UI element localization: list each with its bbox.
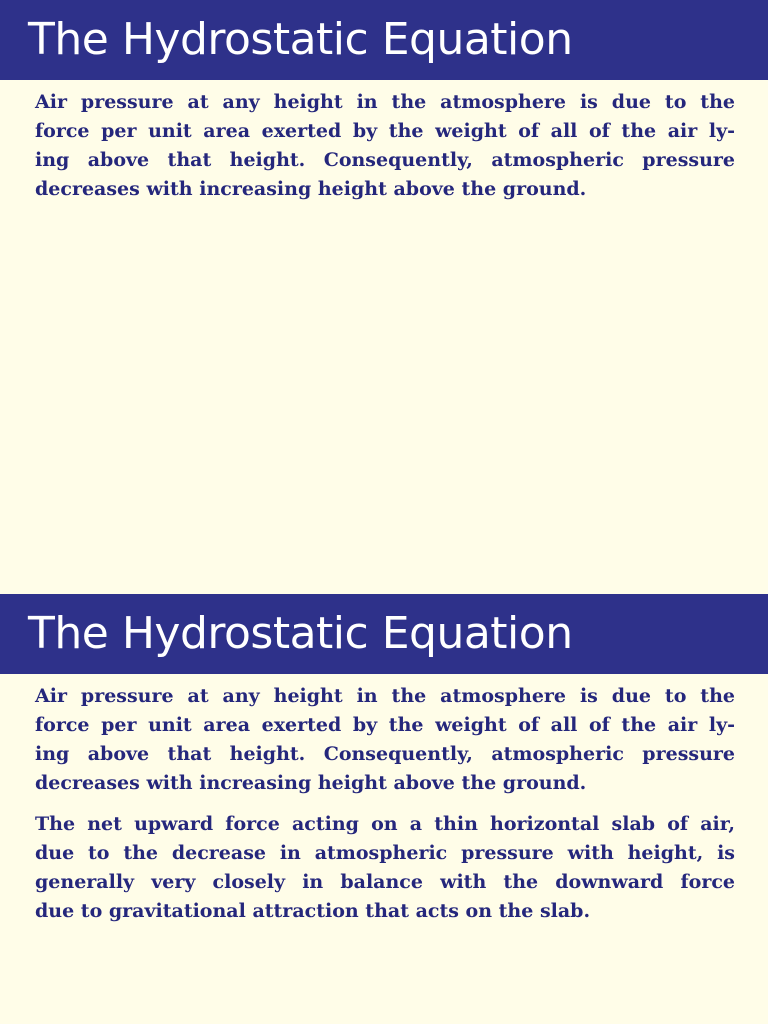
text-line: due to gravitational attraction that acts on the slab.	[35, 900, 591, 922]
paragraph	[35, 88, 735, 204]
text-line: decreases with increasing height above the ground.	[35, 772, 587, 794]
text-line: due to the decrease in atmospheric pressure with height, is	[35, 842, 735, 864]
text-line: generally very closely in balance with the downward force	[35, 871, 735, 893]
text-line: force per unit area exerted by the weight of all of the air ly-	[35, 120, 735, 142]
text-line: force per unit area exerted by the weight of all of the air ly-	[35, 714, 735, 736]
slide-title: The Hydrostatic Equation	[28, 608, 573, 659]
paragraph	[35, 682, 735, 798]
text-line: The net upward force acting on a thin horizontal slab of air,	[35, 813, 735, 835]
slide-body	[35, 88, 735, 216]
text-line: ing above that height. Consequently, atmospheric pressure	[35, 149, 735, 171]
text-line: decreases with increasing height above the ground.	[35, 178, 587, 200]
slide-2	[0, 594, 768, 1024]
paragraph	[35, 810, 735, 926]
text-line: Air pressure at any height in the atmosphere is due to the	[35, 685, 735, 707]
slide-title-bar	[0, 0, 768, 80]
text-line: ing above that height. Consequently, atmospheric pressure	[35, 743, 735, 765]
text-line: Air pressure at any height in the atmosphere is due to the	[35, 91, 735, 113]
slide-title-bar	[0, 594, 768, 674]
slide-body	[35, 682, 735, 938]
slide-title: The Hydrostatic Equation	[28, 14, 573, 65]
